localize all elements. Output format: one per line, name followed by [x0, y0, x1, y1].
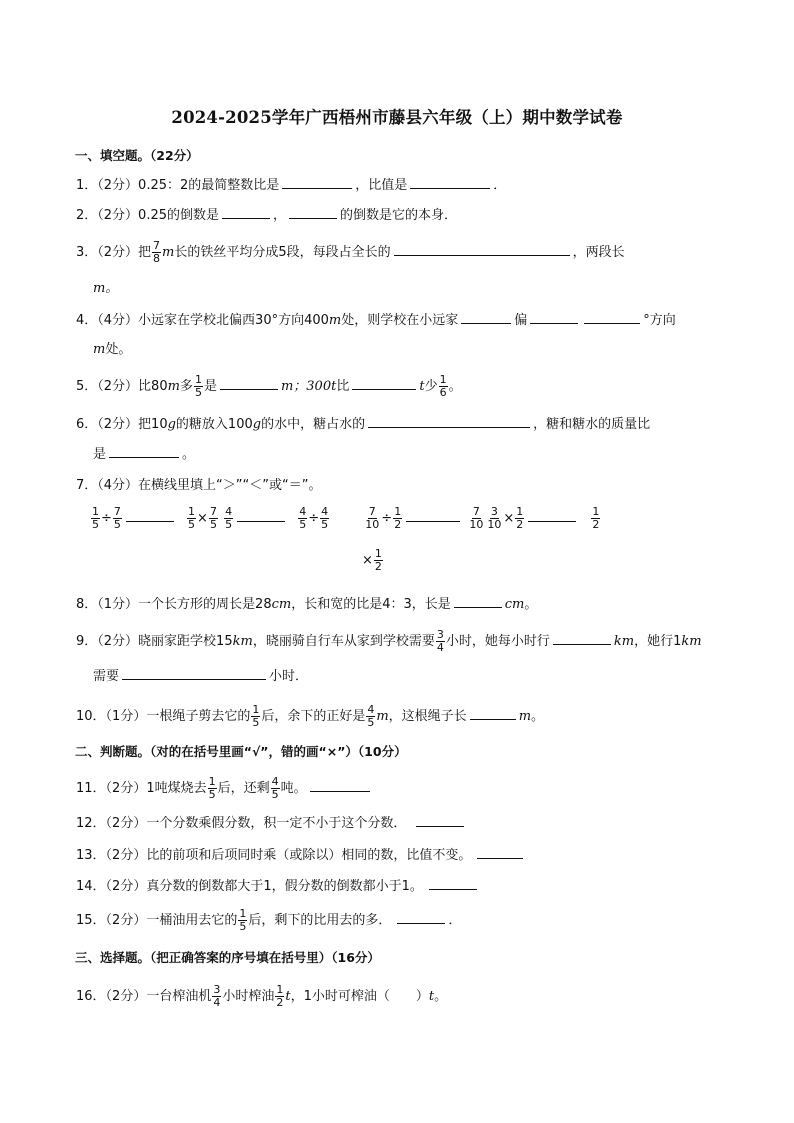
fraction: $\frac{4}{5}$	[299, 505, 307, 531]
question-1: 1．（2分）0.25：2的最简整数比是 ，比值是 ．	[76, 174, 724, 196]
question-15: 15．（2分）一桶油用去它的 $\frac{1}{5}$ 后，剩下的比用去的多． ．	[76, 907, 462, 933]
question-9-continued: 需要 小时．	[93, 665, 308, 687]
question-8: 8．（1分）一个长方形的周长是28cm，长和宽的比是4：3，长是 cm。	[76, 593, 724, 615]
fraction: $\frac{1}{5}$	[252, 703, 260, 729]
question-3: 3．（2分）把 $\frac{7}{8}$ m长的铁丝平均分成5段，每段占全长的 ，两段长	[76, 239, 625, 265]
fraction: $\frac{7}{10}$	[365, 505, 380, 531]
question-6: 6．（2分）把10g的糖放入100g的水中，糖占水的 ，糖和糖水的质量比	[76, 413, 724, 435]
question-6-continued: 是 。	[93, 443, 195, 465]
question-10: 10．（1分）一根绳子剪去它的 $\frac{1}{5}$ 后，余下的正好是 $\frac{4}{5}$ m，这根绳子长 m。	[76, 703, 545, 729]
fraction: $\frac{1}{2}$	[592, 505, 600, 531]
answer-blank[interactable]	[416, 812, 464, 827]
compare-blank[interactable]	[237, 507, 285, 522]
comparison-row-continued: × $\frac{1}{2}$	[362, 547, 382, 573]
section-heading-multiple-choice: 三、选择题。（把正确答案的序号填在括号里）（16分）	[75, 950, 380, 965]
compare-blank[interactable]	[406, 507, 460, 522]
fraction: $\frac{4}{5}$	[225, 505, 233, 531]
fraction: $\frac{4}{5}$	[367, 703, 375, 729]
fraction: $\frac{1}{2}$	[276, 983, 284, 1009]
answer-blank[interactable]	[368, 413, 530, 428]
question-16: 16．（2分）一台榨油机 $\frac{3}{4}$ 小时榨油 $\frac{1}{2}$ t，1小时可榨油（ ）t。	[76, 983, 448, 1009]
answer-blank[interactable]	[477, 844, 523, 859]
fraction: $\frac{1}{2}$	[374, 547, 382, 573]
comparison-row: $\frac{1}{5}$ ÷ $\frac{7}{5}$ $\frac{1}{5}$ × $\frac{7}{5}$ $\frac{4}{5}$ $\frac{4}{5}$ ÷ $\frac{4}{5}$ $\frac{7}{10}$ ÷ $\frac{1}{2}$ $\frac{7}{10}$ $\frac{3}{10}$ × $\frac{1}{2}$ $\frac{1}{2}$	[92, 505, 600, 531]
answer-blank[interactable]	[310, 777, 370, 792]
answer-blank[interactable]	[394, 241, 570, 256]
answer-blank[interactable]	[410, 174, 490, 189]
question-13: 13．（2分）比的前项和后项同时乘（或除以）相同的数，比值不变。	[76, 844, 724, 866]
fraction: $\frac{1}{6}$	[439, 373, 447, 399]
fraction: $\frac{7}{10}$	[469, 505, 484, 531]
fraction: $\frac{4}{5}$	[271, 775, 279, 801]
fraction: $\frac{4}{5}$	[321, 505, 329, 531]
answer-blank[interactable]	[222, 204, 270, 219]
fraction: $\frac{1}{5}$	[188, 505, 196, 531]
fraction: $\frac{1}{2}$	[516, 505, 524, 531]
answer-blank[interactable]	[470, 705, 516, 720]
question-4: 4．（4分）小远家在学校北偏西30°方向400m处，则学校在小远家 偏 °方向	[76, 309, 724, 331]
answer-blank[interactable]	[429, 875, 477, 890]
fraction: $\frac{1}{2}$	[394, 505, 402, 531]
answer-blank[interactable]	[397, 909, 445, 924]
question-9: 9．（2分）晓丽家距学校15km，晓丽骑自行车从家到学校需要 $\frac{3}{4}$ 小时，她每小时行 km，她行1km	[76, 628, 702, 654]
section-heading-fill-blank: 一、填空题。（22分）	[75, 148, 199, 163]
answer-blank[interactable]	[530, 309, 578, 324]
fraction: $\frac{7}{5}$	[113, 505, 121, 531]
fraction: $\frac{7}{8}$	[153, 239, 161, 265]
fraction: $\frac{1}{5}$	[194, 373, 202, 399]
section-heading-true-false: 二、判断题。（对的在括号里画“√”，错的画“×”）（10分）	[75, 744, 407, 759]
question-12: 12．（2分）一个分数乘假分数，积一定不小于这个分数．	[76, 812, 724, 834]
answer-blank[interactable]	[220, 375, 278, 390]
question-3-continued: m。	[93, 281, 119, 296]
compare-blank[interactable]	[528, 507, 576, 522]
fraction: $\frac{3}{4}$	[213, 983, 221, 1009]
compare-blank[interactable]	[126, 507, 174, 522]
page-title: 2024-2025学年广西梧州市藤县六年级（上）期中数学试卷	[171, 108, 623, 127]
fraction: $\frac{3}{10}$	[487, 505, 502, 531]
answer-blank[interactable]	[282, 174, 352, 189]
answer-blank[interactable]	[352, 375, 416, 390]
question-7: 7．（4分）在横线里填上“＞”“＜”或“＝”。	[76, 478, 322, 493]
question-11: 11．（2分）1吨煤烧去 $\frac{1}{5}$ 后，还剩 $\frac{4}{5}$ 吨。	[76, 776, 724, 801]
answer-blank[interactable]	[584, 309, 640, 324]
question-4-continued: m处。	[93, 342, 132, 357]
answer-blank[interactable]	[289, 204, 337, 219]
answer-blank[interactable]	[553, 630, 611, 645]
question-5: 5．（2分）比80m多 $\frac{1}{5}$ 是 m；300t比 t少 $\frac{1}{6}$ 。	[76, 373, 462, 399]
answer-blank[interactable]	[109, 443, 179, 458]
answer-blank[interactable]	[461, 309, 511, 324]
answer-blank[interactable]	[454, 593, 502, 608]
fraction: $\frac{3}{4}$	[436, 628, 444, 654]
answer-blank[interactable]	[122, 665, 266, 680]
question-2: 2．（2分）0.25的倒数是 ， 的倒数是它的本身．	[76, 204, 724, 226]
fraction: $\frac{1}{5}$	[208, 775, 216, 801]
fraction: $\frac{1}{5}$	[92, 505, 99, 531]
fraction: $\frac{1}{5}$	[239, 907, 247, 933]
question-14: 14．（2分）真分数的倒数都大于1，假分数的倒数都小于1。	[76, 875, 724, 897]
fraction: $\frac{7}{5}$	[209, 505, 217, 531]
